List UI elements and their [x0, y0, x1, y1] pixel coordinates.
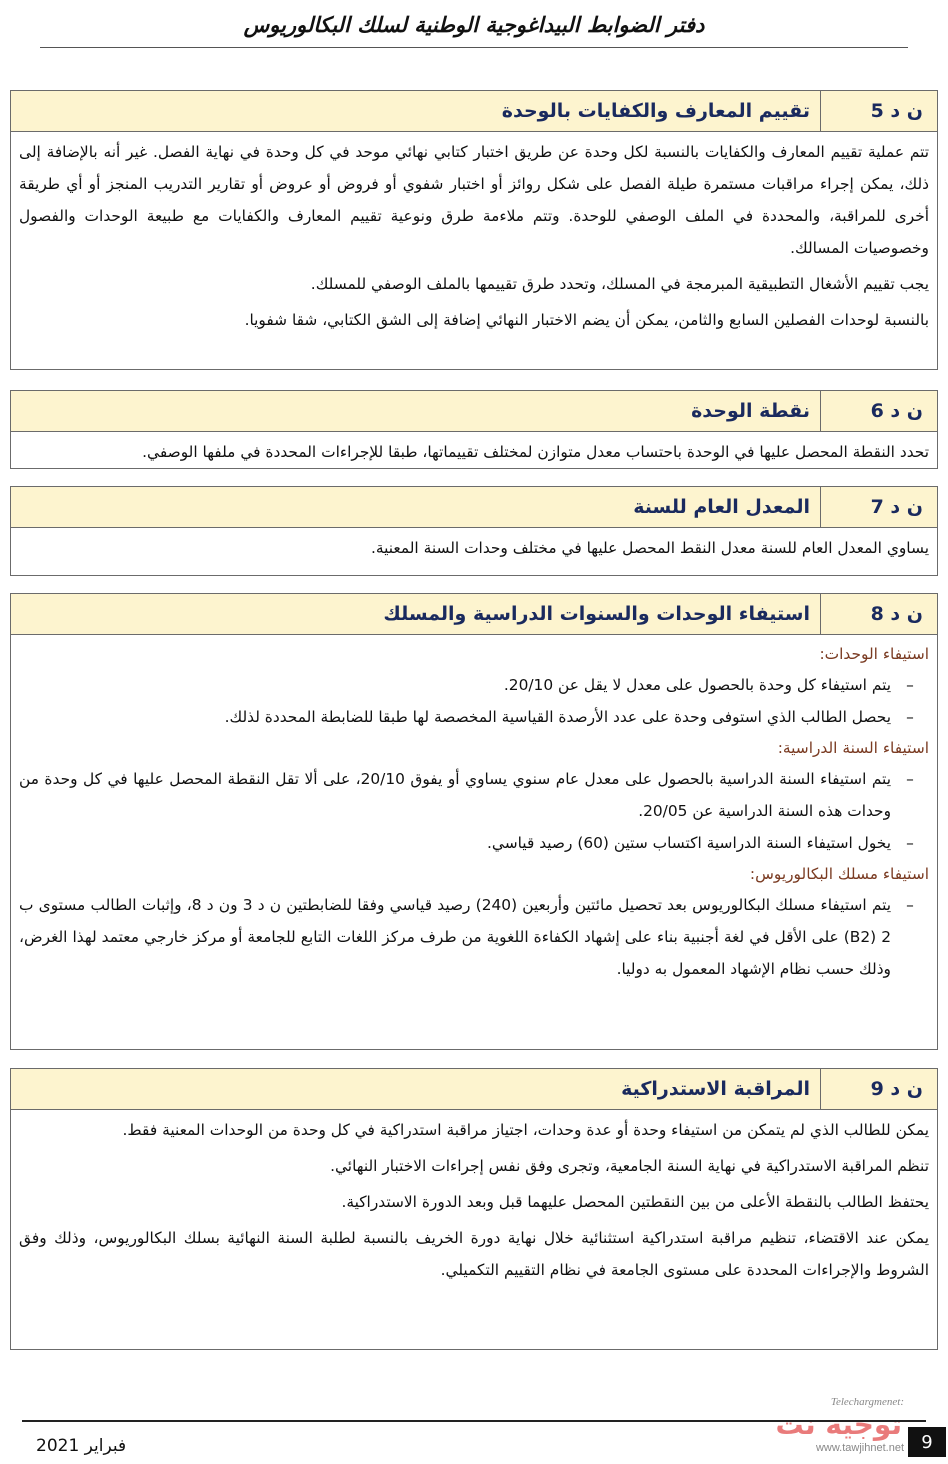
dash-bullet: –	[906, 676, 914, 694]
section-body	[11, 432, 937, 474]
paragraph: يمكن للطالب الذي لم يتمكن من استيفاء وحدة أو عدة وحدات، اجتياز مراقبة استدراكية في كل وحدة من الوحدات المعنية فقط.	[122, 1121, 929, 1139]
paragraph: يساوي المعدل العام للسنة معدل النقط المحصل عليها في مختلف وحدات السنة المعنية.	[370, 539, 929, 557]
list-item-text: يتم استيفاء مسلك البكالوريوس بعد تحصيل مائتين وأربعين (240) رصيد قياسي وفقا للضابطتين ن د 3 ون د 8، وإثبات الطالب مستوى ب 2 (B2) على الأقل في لغة أجنبية بناء على إشهاد الكفاءة اللغوية من طرف مركز اللغات التابع للجامعة أو مركز خارجي معتمد لهذا الغرض، وذلك حسب نظام الإشهاد المعمول به دوليا.	[19, 896, 892, 978]
dash-bullet: –	[906, 896, 914, 914]
paragraph: يمكن عند الاقتضاء، تنظيم مراقبة استدراكية استثنائية خلال نهاية دورة الخريف بالنسبة لطلبة السنة النهائية بسلك البكالوريوس، وذلك وفق الشروط والإجراءات المحددة على مستوى الجامعة في نظام التقييم التكميلي.	[19, 1229, 929, 1279]
paragraph: بالنسبة لوحدات الفصلين السابع والثامن، يمكن أن يضم الاختبار النهائي إضافة إلى الشق الكتابي، شقا شفويا.	[244, 311, 929, 329]
watermark-site: www.tawjihnet.net	[815, 1442, 904, 1454]
footer-divider	[22, 1420, 926, 1422]
section-code: ن د 7	[820, 487, 937, 527]
section-body	[11, 1110, 937, 1292]
paragraph: يحتفظ الطالب بالنقطة الأعلى من بين النقطتين المحصل عليهما قبل وبعد الدورة الاستدراكية.	[341, 1193, 929, 1211]
section-header	[11, 487, 937, 528]
subsection-heading: استيفاء الوحدات:	[819, 645, 929, 663]
list-item	[19, 889, 929, 985]
section-header	[11, 391, 937, 432]
paragraph: يجب تقييم الأشغال التطبيقية المبرمجة في المسلك، وتحدد طرق تقييمها بالملف الوصفي للمسلك.	[310, 275, 929, 293]
paragraph: تتم عملية تقييم المعارف والكفايات بالنسبة لكل وحدة عن طريق اختبار كتابي نهائي موحد في كل وحدة في نهاية الفصل. غير أنه بالإضافة إلى ذلك، يمكن إجراء مراقبات مستمرة طيلة الفصل على شكل روائز أو اختبار شفوي أو فروض أو عروض أو تقارير التدريب المنجز أو أي طريقة أخرى للمراقبة، والمحددة في الملف الوصفي للوحدة. وتتم ملاءمة طرق ونوعية تقييم المعارف والكفايات مع طبيعة الوحدات والفصول وخصوصيات المسالك.	[19, 143, 929, 257]
list-item-text: يتم استيفاء السنة الدراسية بالحصول على معدل عام سنوي يساوي أو يفوق 20/10، على ألا تقل النقطة المحصل عليها في كل وحدة من وحدات هذه السنة الدراسية عن 20/05.	[19, 770, 891, 820]
section-nd5	[10, 90, 938, 370]
section-title: تقييم المعارف والكفايات بالوحدة	[501, 100, 810, 122]
paragraph: تحدد النقطة المحصل عليها في الوحدة باحتساب معدل متوازن لمختلف تقييماتها، طبقا للإجراءات المحددة في ملفها الوصفي.	[142, 443, 929, 461]
section-body	[11, 528, 937, 570]
section-header	[11, 1069, 937, 1110]
section-code: ن د 8	[820, 594, 937, 634]
subsection-heading: استيفاء السنة الدراسية:	[777, 739, 929, 757]
list-item	[19, 763, 929, 827]
subsection-heading: استيفاء مسلك البكالوريوس:	[749, 865, 929, 883]
section-nd9	[10, 1068, 938, 1350]
watermark-logo: توجيه نت	[775, 1408, 902, 1441]
paragraph: تنظم المراقبة الاستدراكية في نهاية السنة الجامعية، وتجرى وفق نفس إجراءات الاختبار النهائي.	[330, 1157, 929, 1175]
section-title: استيفاء الوحدات والسنوات الدراسية والمسلك	[383, 603, 810, 625]
section-nd8	[10, 593, 938, 1050]
list-item	[19, 827, 929, 859]
dash-bullet: –	[906, 708, 914, 726]
header-divider	[40, 47, 908, 48]
section-header	[11, 91, 937, 132]
list-item-text: يحصل الطالب الذي استوفى وحدة على عدد الأرصدة القياسية المخصصة لها طبقا للضابطة المحددة لذلك.	[224, 708, 891, 726]
page-header-title: دفتر الضوابط البيداغوجية الوطنية لسلك البكالوريوس	[243, 12, 705, 37]
section-title: نقطة الوحدة	[691, 400, 810, 422]
section-body	[11, 132, 937, 342]
footer-date: فبراير 2021	[36, 1436, 127, 1456]
list-item-text: يتم استيفاء كل وحدة بالحصول على معدل لا يقل عن 20/10.	[503, 676, 891, 694]
section-nd7	[10, 486, 938, 576]
page-number: 9	[908, 1427, 946, 1457]
watermark-label: Telechargmenet:	[830, 1396, 904, 1408]
dash-bullet: –	[906, 770, 914, 788]
section-code: ن د 6	[820, 391, 937, 431]
list-item-text: يخول استيفاء السنة الدراسية اكتساب ستين (60) رصيد قياسي.	[487, 834, 891, 852]
section-nd6	[10, 390, 938, 469]
section-code: ن د 9	[820, 1069, 937, 1109]
section-code: ن د 5	[820, 91, 937, 131]
section-header	[11, 594, 937, 635]
list-item	[19, 669, 929, 701]
section-body	[11, 635, 937, 991]
section-title: المعدل العام للسنة	[633, 496, 810, 518]
section-title: المراقبة الاستدراكية	[621, 1078, 810, 1100]
dash-bullet: –	[906, 834, 914, 852]
list-item	[19, 701, 929, 733]
